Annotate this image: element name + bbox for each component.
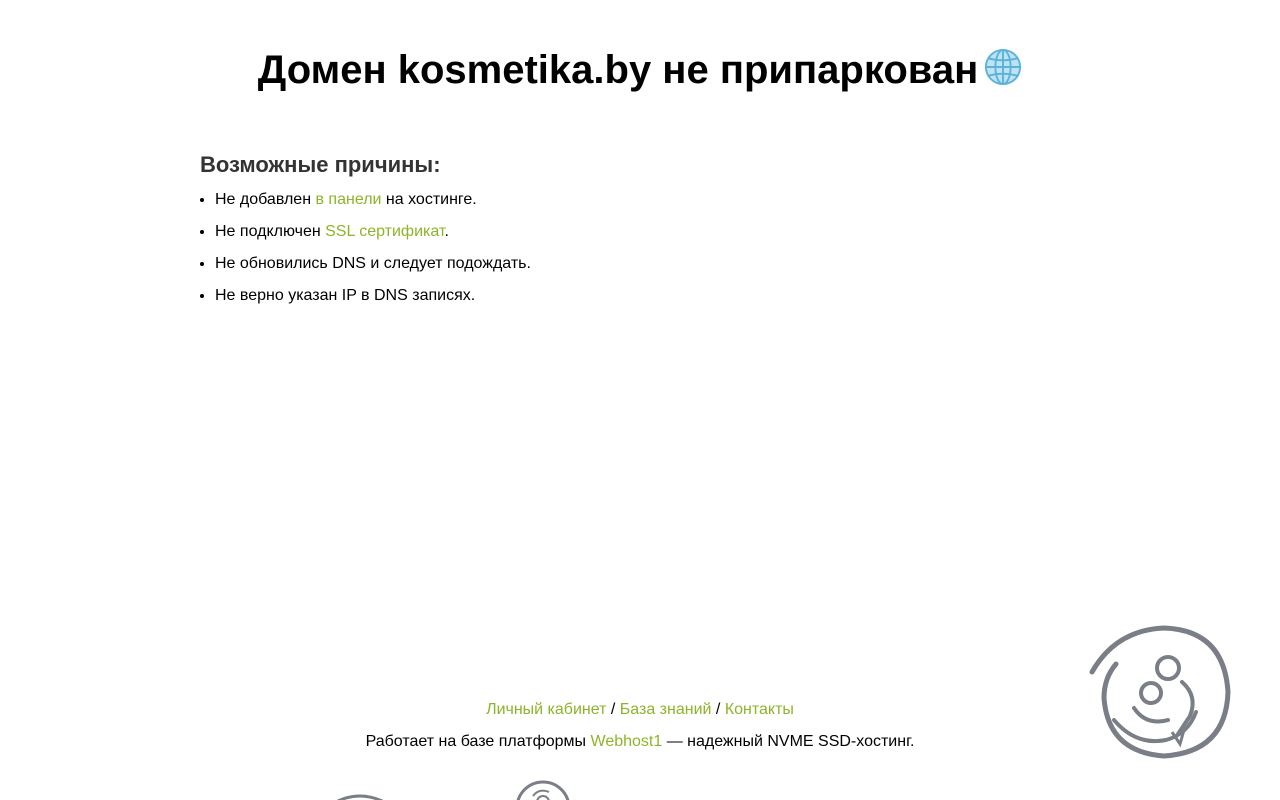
reason-text: Не верно указан IP в DNS записях. (215, 287, 476, 304)
webhost-logo-icon[interactable] (1086, 620, 1236, 765)
knowledge-base-link[interactable]: База знаний (619, 701, 712, 718)
contacts-link[interactable]: Контакты (724, 701, 794, 718)
list-item (215, 222, 1080, 242)
powered-text: — надежный NVME SSD-хостинг. (662, 733, 915, 750)
panel-link[interactable]: в панели (315, 191, 382, 208)
reason-text: . (444, 223, 449, 240)
list-item (215, 254, 1080, 274)
page-title-text: Домен kosmetika.by не припаркован (257, 48, 979, 92)
ssl-certificate-link[interactable]: SSL сертификат (325, 223, 445, 240)
reason-text: Не добавлен (215, 191, 316, 208)
powered-text: Работает на базе платформы (365, 733, 591, 750)
personal-cabinet-link[interactable]: Личный кабинет (486, 701, 607, 718)
reasons-heading: Возможные причины: (200, 152, 441, 177)
list-item (215, 286, 1080, 306)
footer-separator: / (606, 701, 620, 718)
partner-logo-icon (328, 790, 392, 800)
list-item (215, 190, 1080, 210)
footer-separator: / (711, 701, 725, 718)
partner-logo-icon (513, 778, 573, 800)
reason-text: Не подключен (215, 223, 326, 240)
page-title (0, 46, 1280, 94)
reasons-section (200, 150, 1080, 318)
globe-icon (984, 48, 1022, 86)
webhost1-link[interactable]: Webhost1 (590, 733, 663, 750)
reasons-list (200, 190, 1080, 306)
reason-text: на хостинге. (381, 191, 477, 208)
reason-text: Не обновились DNS и следует подождать. (215, 255, 531, 272)
